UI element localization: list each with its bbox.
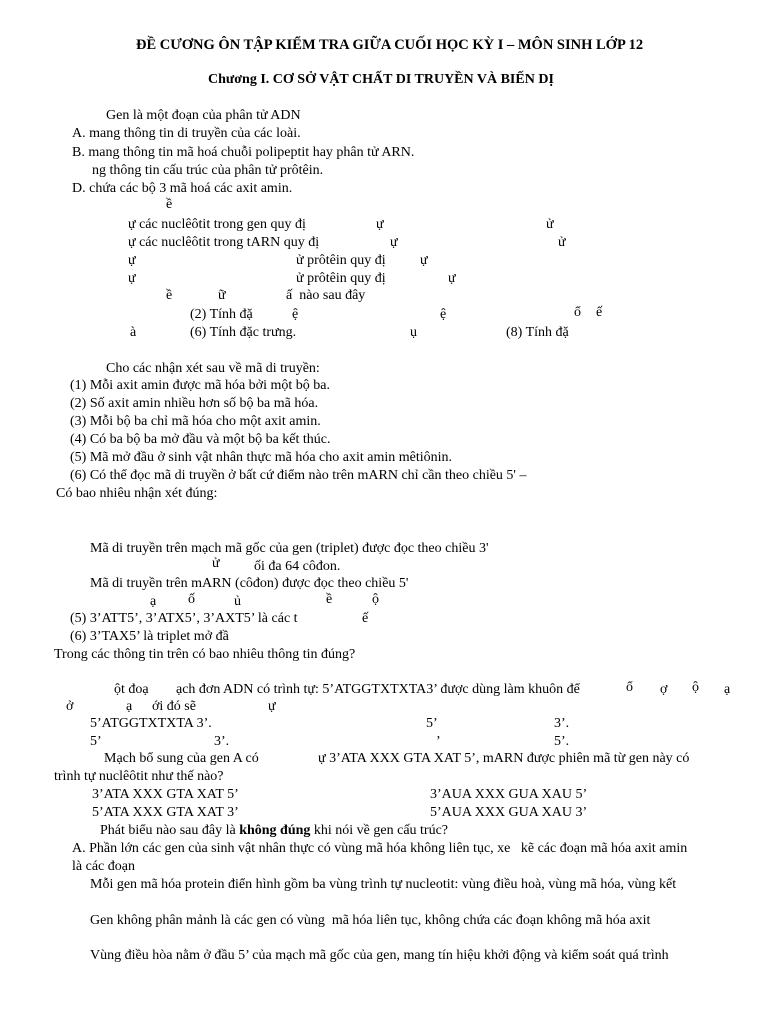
q2-option-d: ự xyxy=(128,271,136,286)
q5-fragment: ố xyxy=(188,592,195,607)
q6-option-b: 3’. xyxy=(554,716,570,731)
q6-fragment: ạ xyxy=(126,699,133,714)
q8-option-d: Vùng điều hòa nằm ở đầu 5’ của mạch mã gốc của gen, mang tín hiệu khởi động và kiểm soát quá trình xyxy=(90,948,669,963)
q7-option-b: 3’AUA XXX GUA XAU 5’ xyxy=(430,787,588,802)
q6-fragment: ở xyxy=(66,699,74,714)
q5-statement-3: Mã di truyền trên mARN (côđon) được đọc theo chiều 5' xyxy=(90,576,409,591)
q3-fragment: à xyxy=(130,325,137,340)
q8-stem-text: Phát biểu nào sau đây là xyxy=(100,823,240,838)
q3-option-6: (6) Tính đặc trưng. xyxy=(190,325,297,340)
q1-option-a: A. mang thông tin di truyền của các loài. xyxy=(72,126,301,141)
q2-fragment: ử xyxy=(546,217,554,232)
q2-fragment: ử xyxy=(558,235,566,250)
q2-fragment: ự xyxy=(420,253,428,268)
q5-fragment: ộ xyxy=(372,592,379,607)
q5-question: Trong các thông tin trên có bao nhiêu thông tin đúng? xyxy=(54,647,356,662)
q5-statement-5: (5) 3’ATT5’, 3’ATX5’, 3’AXT5’ là các t xyxy=(70,611,298,626)
q8-option-a: A. Phần lớn các gen của sinh vật nhân thực có vùng mã hóa không liên tục, xe kẽ các đoạn mã hóa axit amin xyxy=(72,841,688,856)
q7-option-c: 5’ATA XXX GTA XAT 3’ xyxy=(92,805,239,820)
q7-stem-line-2: trình tự nuclêôtit như thế nào? xyxy=(54,769,224,784)
q3-fragment: ế xyxy=(596,305,603,320)
q8-stem xyxy=(100,824,448,838)
q1-stem: Gen là một đoạn của phân tử ADN xyxy=(106,108,301,123)
q2-fragment: ử prôtêin quy đị xyxy=(296,271,386,286)
q8-option-b: Mỗi gen mã hóa protein điển hình gồm ba vùng trình tự nucleotit: vùng điều hoà, vùng mã hóa, vùng kết xyxy=(90,877,677,892)
q4-statement-5: (5) Mã mở đầu ở sinh vật nhân thực mã hóa cho axit amin mêtiônin. xyxy=(70,450,453,465)
q5-statement-1: Mã di truyền trên mạch mã gốc của gen (triplet) được đọc theo chiều 3' xyxy=(90,541,489,556)
q4-statement-6: (6) Có thể đọc mã di truyền ở bất cứ điểm nào trên mARN chỉ cần theo chiều 5' – xyxy=(70,468,527,483)
q6-option-a: 5’ATGGTXTXTA 3’. xyxy=(90,716,212,731)
q4-statement-4: (4) Có ba bộ ba mở đầu và một bộ ba kết thúc. xyxy=(70,432,331,447)
q3-fragment: ệ xyxy=(292,307,299,322)
q8-option-c: Gen không phân mảnh là các gen có vùng mã hóa liên tục, không chứa các đoạn không mã hóa axit xyxy=(90,913,651,928)
q8-option-a-line-2: là các đoạn xyxy=(72,859,135,874)
q2-option-a: ự các nuclêôtit trong gen quy đị xyxy=(128,217,306,232)
q2-fragment: ề xyxy=(166,197,173,212)
q7-option-a: 3’ATA XXX GTA XAT 5’ xyxy=(92,787,239,802)
q3-option-2: (2) Tính đặ xyxy=(190,307,253,322)
q5-statement-2: ối đa 64 côđon. xyxy=(254,559,341,574)
q8-stem-emphasis: không đúng xyxy=(239,823,311,838)
q3-fragment: ổ xyxy=(574,305,581,320)
q1-option-d: D. chứa các bộ 3 mã hoá các axit amin. xyxy=(72,181,293,196)
q6-stem: ới đó sẽ xyxy=(152,699,196,714)
q6-stem: ột đoạ xyxy=(114,682,149,697)
q2-option-c: ự xyxy=(128,253,136,268)
q5-fragment: ế xyxy=(362,611,369,626)
q6-option-c: 5’ xyxy=(90,734,102,749)
q4-statement-2: (2) Số axit amin nhiều hơn số bộ ba mã hóa. xyxy=(70,396,319,411)
q3-fragment: ụ xyxy=(410,325,417,340)
q6-fragment: ổ xyxy=(626,680,633,695)
q1-option-c: ng thông tin cấu trúc của phân tử prôtêin. xyxy=(92,163,324,178)
q5-fragment: ề xyxy=(326,592,333,607)
q6-fragment: ạ xyxy=(724,682,731,697)
q4-stem: Cho các nhận xét sau về mã di truyền: xyxy=(106,361,320,376)
q7-stem: Mạch bổ sung của gen A có xyxy=(104,751,259,766)
q3-option-8: (8) Tính đặ xyxy=(506,325,569,340)
q4-statement-3: (3) Mỗi bộ ba chỉ mã hóa cho một axit amin. xyxy=(70,414,321,429)
q2-fragment: ự xyxy=(376,217,384,232)
q2-fragment: ử prôtêin quy đị xyxy=(296,253,386,268)
q2-option-b: ự các nuclêôtit trong tARN quy đị xyxy=(128,235,320,250)
q2-fragment: ự xyxy=(390,235,398,250)
q3-fragment: ữ xyxy=(218,288,226,303)
document-title: ĐỀ CƯƠNG ÔN TẬP KIỂM TRA GIỮA CUỐI HỌC KỲ I – MÔN SINH LỚP 12 xyxy=(136,37,644,53)
q5-fragment: ạ xyxy=(150,594,157,609)
q3-fragment: ề xyxy=(166,288,173,303)
q6-fragment: ợ xyxy=(660,682,668,697)
q6-option-c: 3’. xyxy=(214,734,230,749)
q3-stem: ấ nào sau đây xyxy=(286,288,366,303)
q6-option-b: 5’ xyxy=(426,716,438,731)
q6-stem: ạch đơn ADN có trình tự: 5’ATGGTXTXTA3’ được dùng làm khuôn để xyxy=(176,682,580,697)
q6-fragment: ộ xyxy=(692,680,699,695)
q5-statement-6: (6) 3’TAX5’ là triplet mở đầ xyxy=(70,629,229,644)
q5-fragment: ủ xyxy=(234,594,241,609)
q4-statement-1: (1) Mỗi axit amin được mã hóa bởi một bộ ba. xyxy=(70,378,330,393)
q6-fragment: ự xyxy=(268,699,276,714)
q7-option-d: 5’AUA XXX GUA XAU 3’ xyxy=(430,805,588,820)
q1-option-b: B. mang thông tin mã hoá chuỗi polipeptit hay phân tử ARN. xyxy=(72,145,415,160)
q5-fragment: ử xyxy=(212,556,220,571)
q2-fragment: ự xyxy=(448,271,456,286)
q8-stem-text: khi nói về gen cấu trúc? xyxy=(310,823,449,838)
q6-option-d: ’ xyxy=(436,734,441,749)
q3-fragment: ệ xyxy=(440,307,447,322)
q7-stem: ự 3’ATA XXX GTA XAT 5’, mARN được phiên mã từ gen này có xyxy=(318,751,690,766)
q6-option-d: 5’. xyxy=(554,734,570,749)
q4-question: Có bao nhiêu nhận xét đúng: xyxy=(56,486,218,501)
chapter-heading: Chương I. CƠ SỞ VẬT CHẤT DI TRUYỀN VÀ BIẾN DỊ xyxy=(208,72,554,87)
